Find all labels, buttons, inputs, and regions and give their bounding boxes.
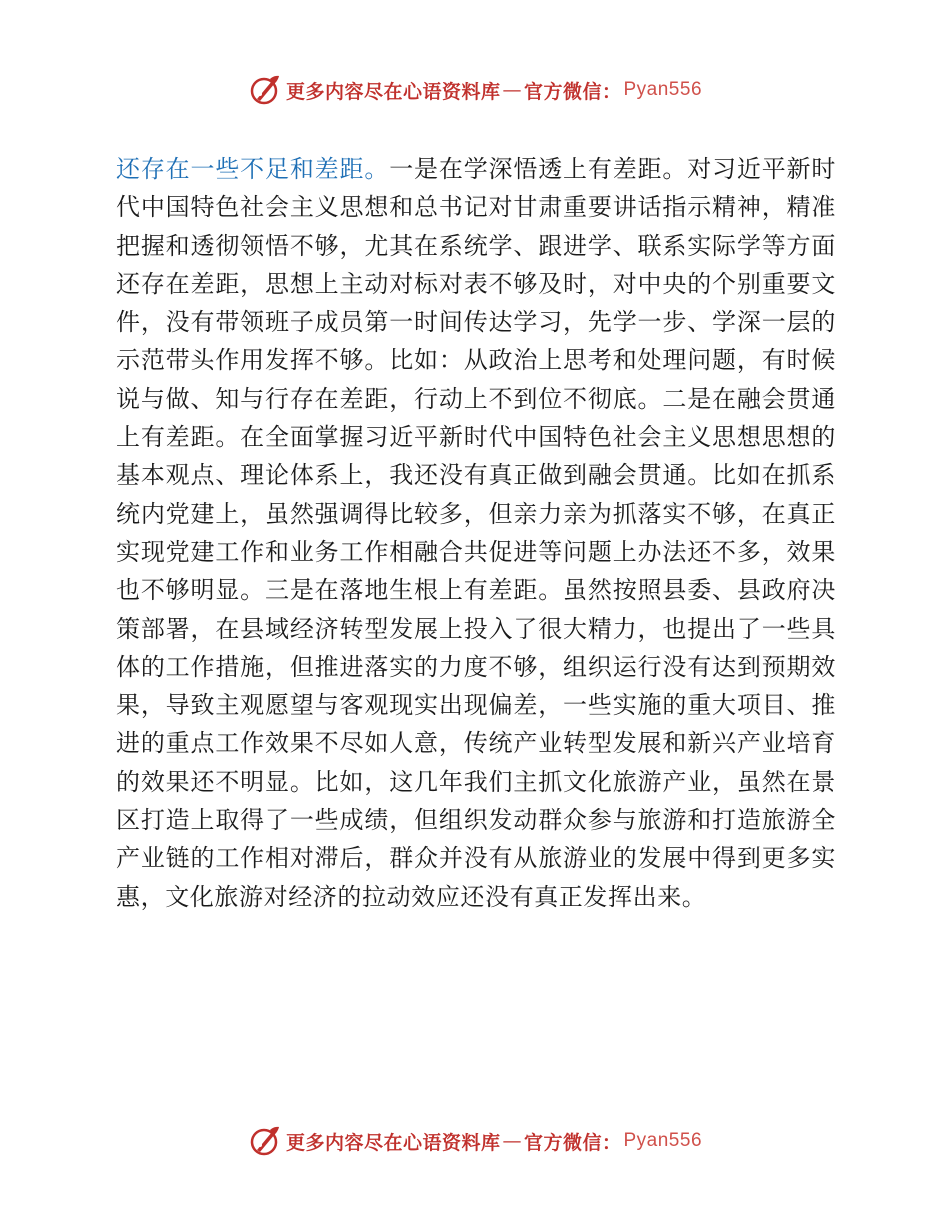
body-paragraph	[116, 150, 836, 916]
lead-sentence: 还存在一些不足和差距。	[116, 155, 390, 183]
banner-wechat-id: Pyan556	[623, 79, 703, 100]
banner-brand: 更多内容尽在心语资料库	[285, 80, 501, 103]
banner-wechat-id: Pyan556	[623, 1130, 703, 1151]
banner-dash: —	[502, 1130, 522, 1152]
header-banner	[0, 70, 950, 110]
banner-official-label: 官方微信：	[523, 1131, 622, 1154]
quill-logo-icon	[248, 1124, 282, 1158]
quill-logo-icon	[248, 73, 282, 107]
footer-banner	[0, 1121, 950, 1161]
banner-official-label: 官方微信：	[523, 80, 622, 103]
banner-dash: —	[502, 79, 522, 101]
paragraph-text: 一是在学深悟透上有差距。对习近平新时代中国特色社会主义思想和总书记对甘肃重要讲话指示精神，精准把握和透彻领悟不够，尤其在系统学、跟进学、联系实际学等方面还存在差距，思想上主动对标对表不够及时，对中央的个别重要文件，没有带领班子成员第一时间传达学习，先学一步、学深一层的示范带头作用发挥不够。比如：从政治上思考和处理问题，有时候说与做、知与行存在差距，行动上不到位不彻底。二是在融会贯通上有差距。在全面掌握习近平新时代中国特色社会主义思想思想的基本观点、理论体系上，我还没有真正做到融会贯通。比如在抓系统内党建上，虽然强调得比较多，但亲力亲为抓落实不够，在真正实现党建工作和业务工作相融合共促进等问题上办法还不多，效果也不够明显。三是在落地生根上有差距。虽然按照县委、县政府决策部署，在县域经济转型发展上投入了很大精力，也提出了一些具体的工作措施，但推进落实的力度不够，组织运行没有达到预期效果，导致主观愿望与客观现实出现偏差，一些实施的重大项目、推进的重点工作效果不尽如人意，传统产业转型发展和新兴产业培育的效果还不明显。比如，这几年我们主抓文化旅游产业，虽然在景区打造上取得了一些成绩，但组织发动群众参与旅游和打造旅游全产业链的工作相对滞后，群众并没有从旅游业的发展中得到更多实惠，文化旅游对经济的拉动效应还没有真正发挥出来。	[116, 155, 836, 911]
banner-brand: 更多内容尽在心语资料库	[285, 1131, 501, 1154]
